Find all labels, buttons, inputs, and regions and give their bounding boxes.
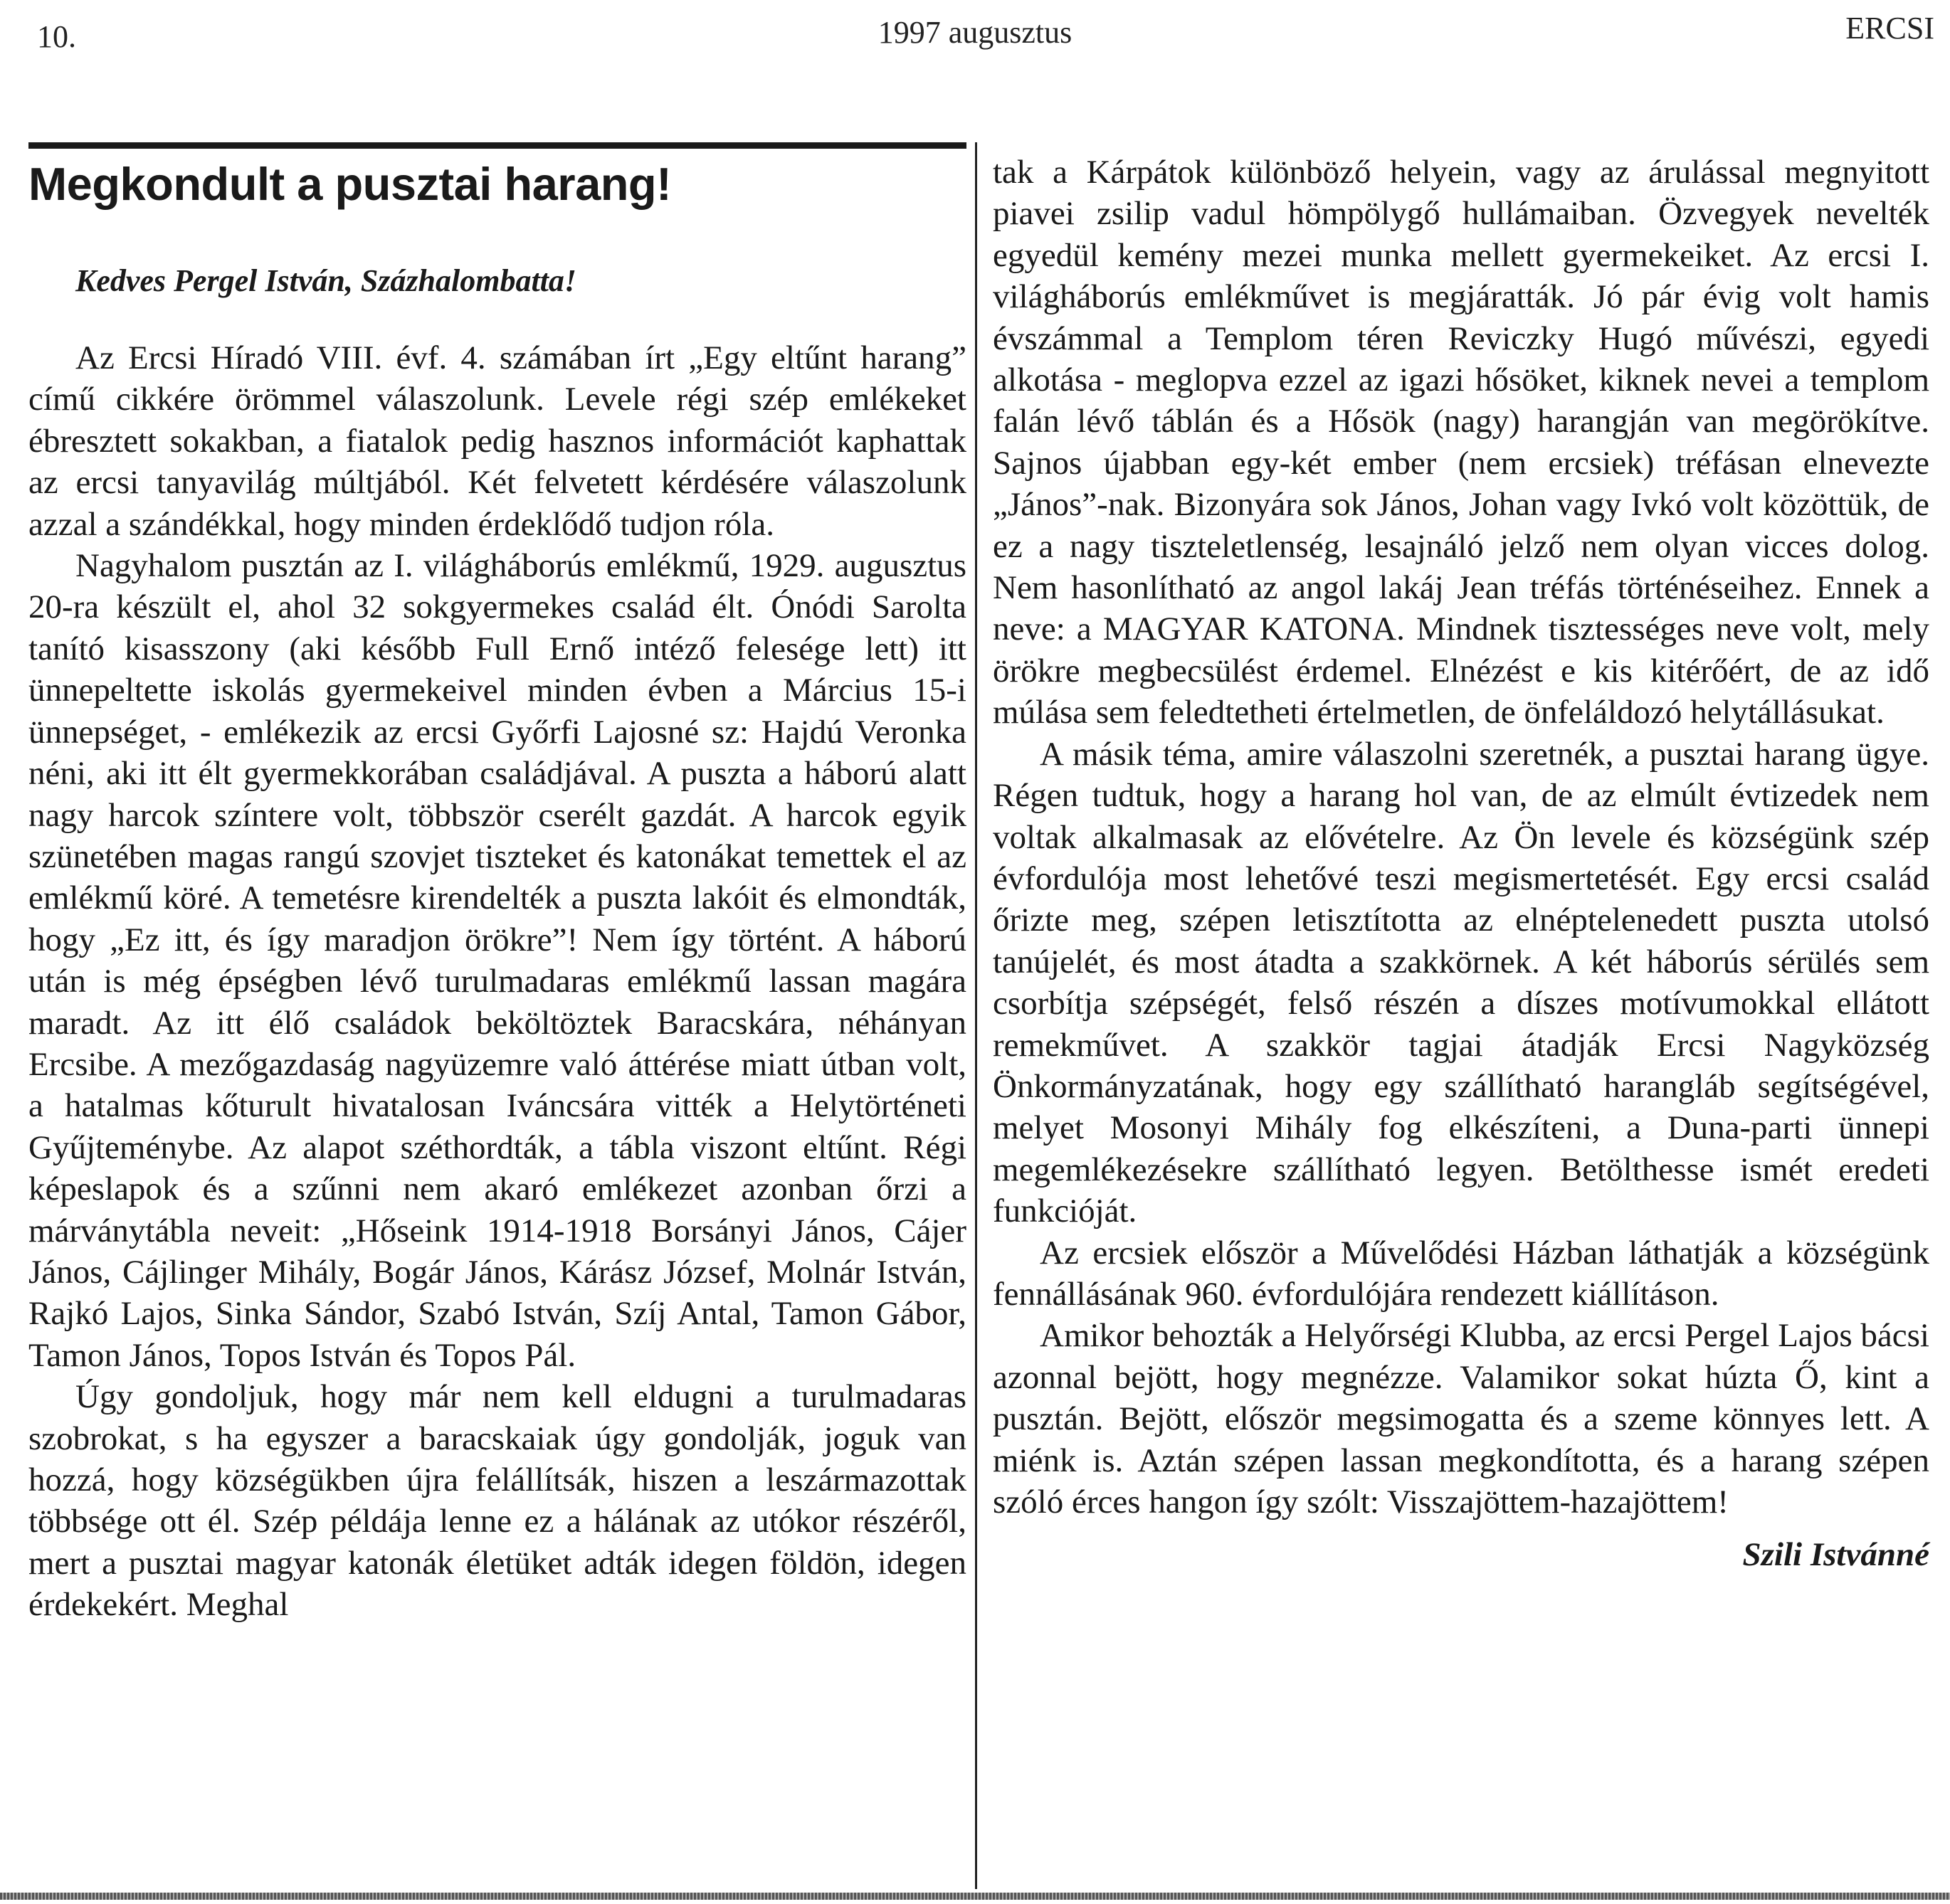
right-body-text [993, 152, 1929, 1523]
headline-rule [28, 142, 966, 149]
issue-date: 1997 augusztus [878, 15, 1072, 50]
paragraph: Úgy gondoljuk, hogy már nem kell eldugni a turulmadaras szobrokat, s ha egyszer a baracskaiak úgy gondolják, joguk van hozzá, hogy községükben újra felállítsák, hiszen a leszármazottak többsége ott él. Szép példája lenne ez a hálának az utókor részéről, mert a pusztai magyar katonák életüket adták idegen földön, idegen érdekekért. Meghal [28, 1378, 966, 1624]
article-right-column [993, 152, 1929, 1574]
publication-name: ERCSI [1845, 11, 1934, 46]
page-header [0, 0, 1950, 64]
bottom-rule [0, 1893, 1950, 1900]
column-divider [975, 142, 977, 1889]
article-left-column [28, 142, 966, 1626]
paragraph: Nagyhalom pusztán az I. világháborús emlékmű, 1929. augusztus 20-ra készült el, ahol 32 sokgyermekes család élt. Ónódi Sarolta tanító kisasszony (aki később Full Ernő intéző felesége lett) itt ünnepeltette iskolás gyermekeivel minden évben a Március 15-i ünnepséget, - emlékezik az ercsi Győrfi Lajosné sz: Hajdú Veronka néni, aki itt élt gyermekkorában családjával. A puszta a háború alatt nagy harcok színtere volt, többször cserélt gazdát. A harcok egyik szünetében magas rangú szovjet tiszteket és katonákat temettek el az emlékmű köré. A temetésre kirendelték a puszta lakóit és elmondták, hogy „Ez itt, és így maradjon örökre”! Nem így történt. A háború után is még épségben lévő turulmadaras emlékmű lassan magára maradt. Az itt élő családok beköltöztek Baracskára, néhányan Ercsibe. A mezőgazdaság nagyüzemre való áttérése miatt útban volt, a hatalmas kőturult hivatalosan Iváncsára vitték a Helytörténeti Gyűjteménybe. Az alapot széthordták, a tábla viszont eltűnt. Régi képeslapok és a szűnni nem akaró emlékezet azonban őrzi a márványtábla neveit: „Hőseink 1914-1918 Borsányi János, Cájer János, Cájlinger Mihály, Bogár János, Kárász József, Molnár István, Rajkó Lajos, Sinka Sándor, Szabó István, Szíj Antal, Tamon Gábor, Tamon János, Topos István és Topos Pál. [28, 547, 966, 1374]
article-title: Megkondult a pusztai harang! [28, 158, 672, 210]
paragraph: tak a Kárpátok különböző helyein, vagy az árulással megnyitott piavei zsilip vadul hömpölygő hullámaiban. Özvegyek nevelték egyedül kemény mezei munka mellett gyermekeiket. Az ercsi I. világháborús emlékművet is megjáratták. Jó pár évig volt hamis évszámmal a Templom téren Reviczky Hugó művészi, egyedi alkotása - meglopva ezzel az igazi hősöket, kiknek nevei a templom falán lévő táblán és a Hősök (nagy) harangján van megörökítve. Sajnos újabban egy-két ember (nem ercsiek) tréfásan elnevezte „János”-nak. Bizonyára sok János, Johan vagy Ivkó volt közöttük, de ez a nagy tiszteletlenség, lesajnáló jelző nem olyan vicces dolog. Nem hasonlítható az angol lakáj Jean tréfás történéseihez. Ennek a neve: a MAGYAR KATONA. Mindnek tisztességes neve volt, mely örökre megbecsülést érdemel. Elnézést e kis kitérőért, de az idő múlása sem feledtetheti értelmetlen, de önfeláldozó helytállásukat. [993, 154, 1929, 731]
left-body-text [28, 337, 966, 1626]
page-number: 10. [37, 19, 76, 54]
paragraph: Amikor behozták a Helyőrségi Klubba, az ercsi Pergel Lajos bácsi azonnal bejött, hogy megnézze. Valamikor sokat húzta Ő, kint a pusztán. Bejött, először megsimogatta és a szeme könnyes lett. A miénk is. Aztán szépen lassan megkondította, és a harang szépen szóló érces hangon így szólt: Visszajöttem-hazajöttem! [993, 1317, 1929, 1520]
salutation: Kedves Pergel István, Százhalombatta! [75, 263, 577, 299]
paragraph: Az ercsiek először a Művelődési Házban láthatják a községünk fennállásának 960. évfordulójára rendezett kiállításon. [993, 1234, 1929, 1313]
paragraph: Az Ercsi Híradó VIII. évf. 4. számában írt „Egy eltűnt harang” című cikkére örömmel válaszolunk. Levele régi szép emlékeket ébresztett sokakban, a fiatalok pedig hasznos információt kaphattak az ercsi tanyavilág múltjából. Két felvetett kérdésére válaszolunk azzal a szándékkal, hogy minden érdeklődő tudjon róla. [28, 339, 966, 543]
paragraph: A másik téma, amire válaszolni szeretnék, a pusztai harang ügye. Régen tudtuk, hogy a harang hol van, de az elmúlt évtizedek nem voltak alkalmasak az elővételre. Az Ön levele és községünk szép évfordulója most lehetővé teszi megismertetését. Egy ercsi család őrizte meg, szépen letisztította az elnéptelenedett puszta utolsó tanújelét, és most átadta a szakkörnek. A két háborús sérülés sem csorbítja szépségét, felső részén a díszes motívumokkal ellátott remekművet. A szakkör tagjai átadják Ercsi Nagyközség Önkormányzatának, hogy egy szállítható harangláb segítségével, melyet Mosonyi Mihály fog elkészíteni, a Duna-parti ünnepi megemlékezésekre szállítható legyen. Betölthesse ismét eredeti funkcióját. [993, 735, 1929, 1230]
author-signature: Szili Istvánné [1742, 1536, 1929, 1574]
